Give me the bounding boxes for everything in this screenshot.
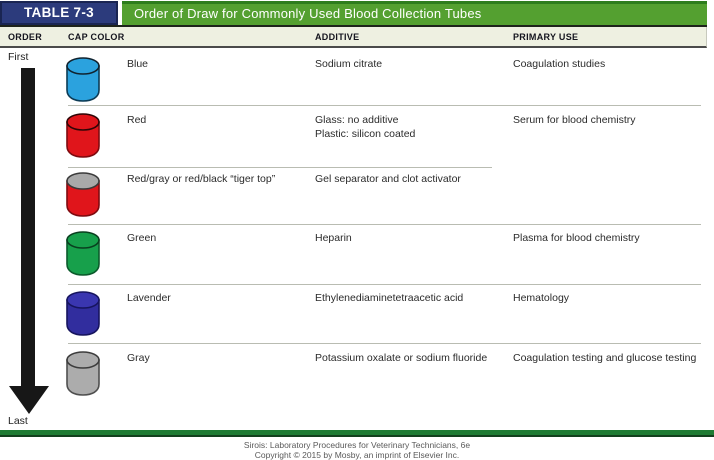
- additive-line: Potassium oxalate or sodium fluoride: [315, 352, 488, 364]
- additive-cell: [315, 172, 507, 186]
- additive-line: Gel separator and clot activator: [315, 173, 461, 185]
- row-divider: [68, 105, 701, 106]
- table-title: Order of Draw for Commonly Used Blood Collection Tubes: [122, 1, 707, 25]
- column-header-row: [0, 27, 707, 48]
- additive-cell: [315, 291, 507, 305]
- table-number-label: TABLE 7-3: [0, 1, 118, 25]
- cap-color-cell: Red: [127, 114, 147, 126]
- tube-icon-red: [64, 111, 102, 159]
- additive-line: Ethylenediaminetetraacetic acid: [315, 292, 464, 304]
- footer-copyright-line: Copyright © 2015 by Mosby, an imprint of Elsevier Inc.: [254, 450, 460, 460]
- footer-source-line: Sirois: Laboratory Procedures for Veterinary Technicians, 6e: [243, 440, 471, 450]
- tube-icon-gray: [64, 349, 102, 397]
- primary-use-cell: Coagulation testing and glucose testing: [513, 352, 697, 364]
- tube-icon-green: [64, 229, 102, 277]
- additive-cell: [315, 231, 507, 245]
- row-divider: [68, 284, 701, 285]
- additive-cell: [315, 351, 507, 365]
- row-divider: [68, 224, 701, 225]
- additive-line: Heparin: [315, 232, 352, 244]
- cap-color-cell: Gray: [127, 352, 150, 364]
- additive-cell: [315, 57, 507, 71]
- column-header-cap-color: CAP COLOR: [68, 32, 125, 42]
- cap-color-cell: Red/gray or red/black “tiger top”: [127, 173, 276, 185]
- tube-icon-blue: [64, 55, 102, 103]
- column-header-additive: ADDITIVE: [315, 32, 360, 42]
- order-arrow-icon: [8, 68, 50, 416]
- table-header-bar: [0, 0, 707, 27]
- cap-color-cell: Blue: [127, 58, 149, 70]
- primary-use-cell: Serum for blood chemistry: [513, 114, 636, 126]
- primary-use-cell: Coagulation studies: [513, 58, 606, 70]
- tube-icon-lavender: [64, 289, 102, 337]
- row-divider-partial: [68, 167, 492, 168]
- additive-line: Plastic: silicon coated: [315, 128, 416, 140]
- additive-line: Glass: no additive: [315, 114, 399, 126]
- cap-color-cell: Green: [127, 232, 157, 244]
- cap-color-cell: Lavender: [127, 292, 171, 304]
- column-header-primary-use: PRIMARY USE: [513, 32, 579, 42]
- additive-line: Sodium citrate: [315, 58, 383, 70]
- footer-divider-bar: [0, 430, 714, 437]
- primary-use-cell: Plasma for blood chemistry: [513, 232, 640, 244]
- primary-use-cell: Hematology: [513, 292, 570, 304]
- first-label: First: [8, 51, 29, 63]
- row-divider: [68, 343, 701, 344]
- additive-cell: [315, 113, 507, 141]
- tube-icon-tiger-top: [64, 170, 102, 218]
- column-header-order: ORDER: [8, 32, 43, 42]
- last-label: Last: [8, 415, 28, 427]
